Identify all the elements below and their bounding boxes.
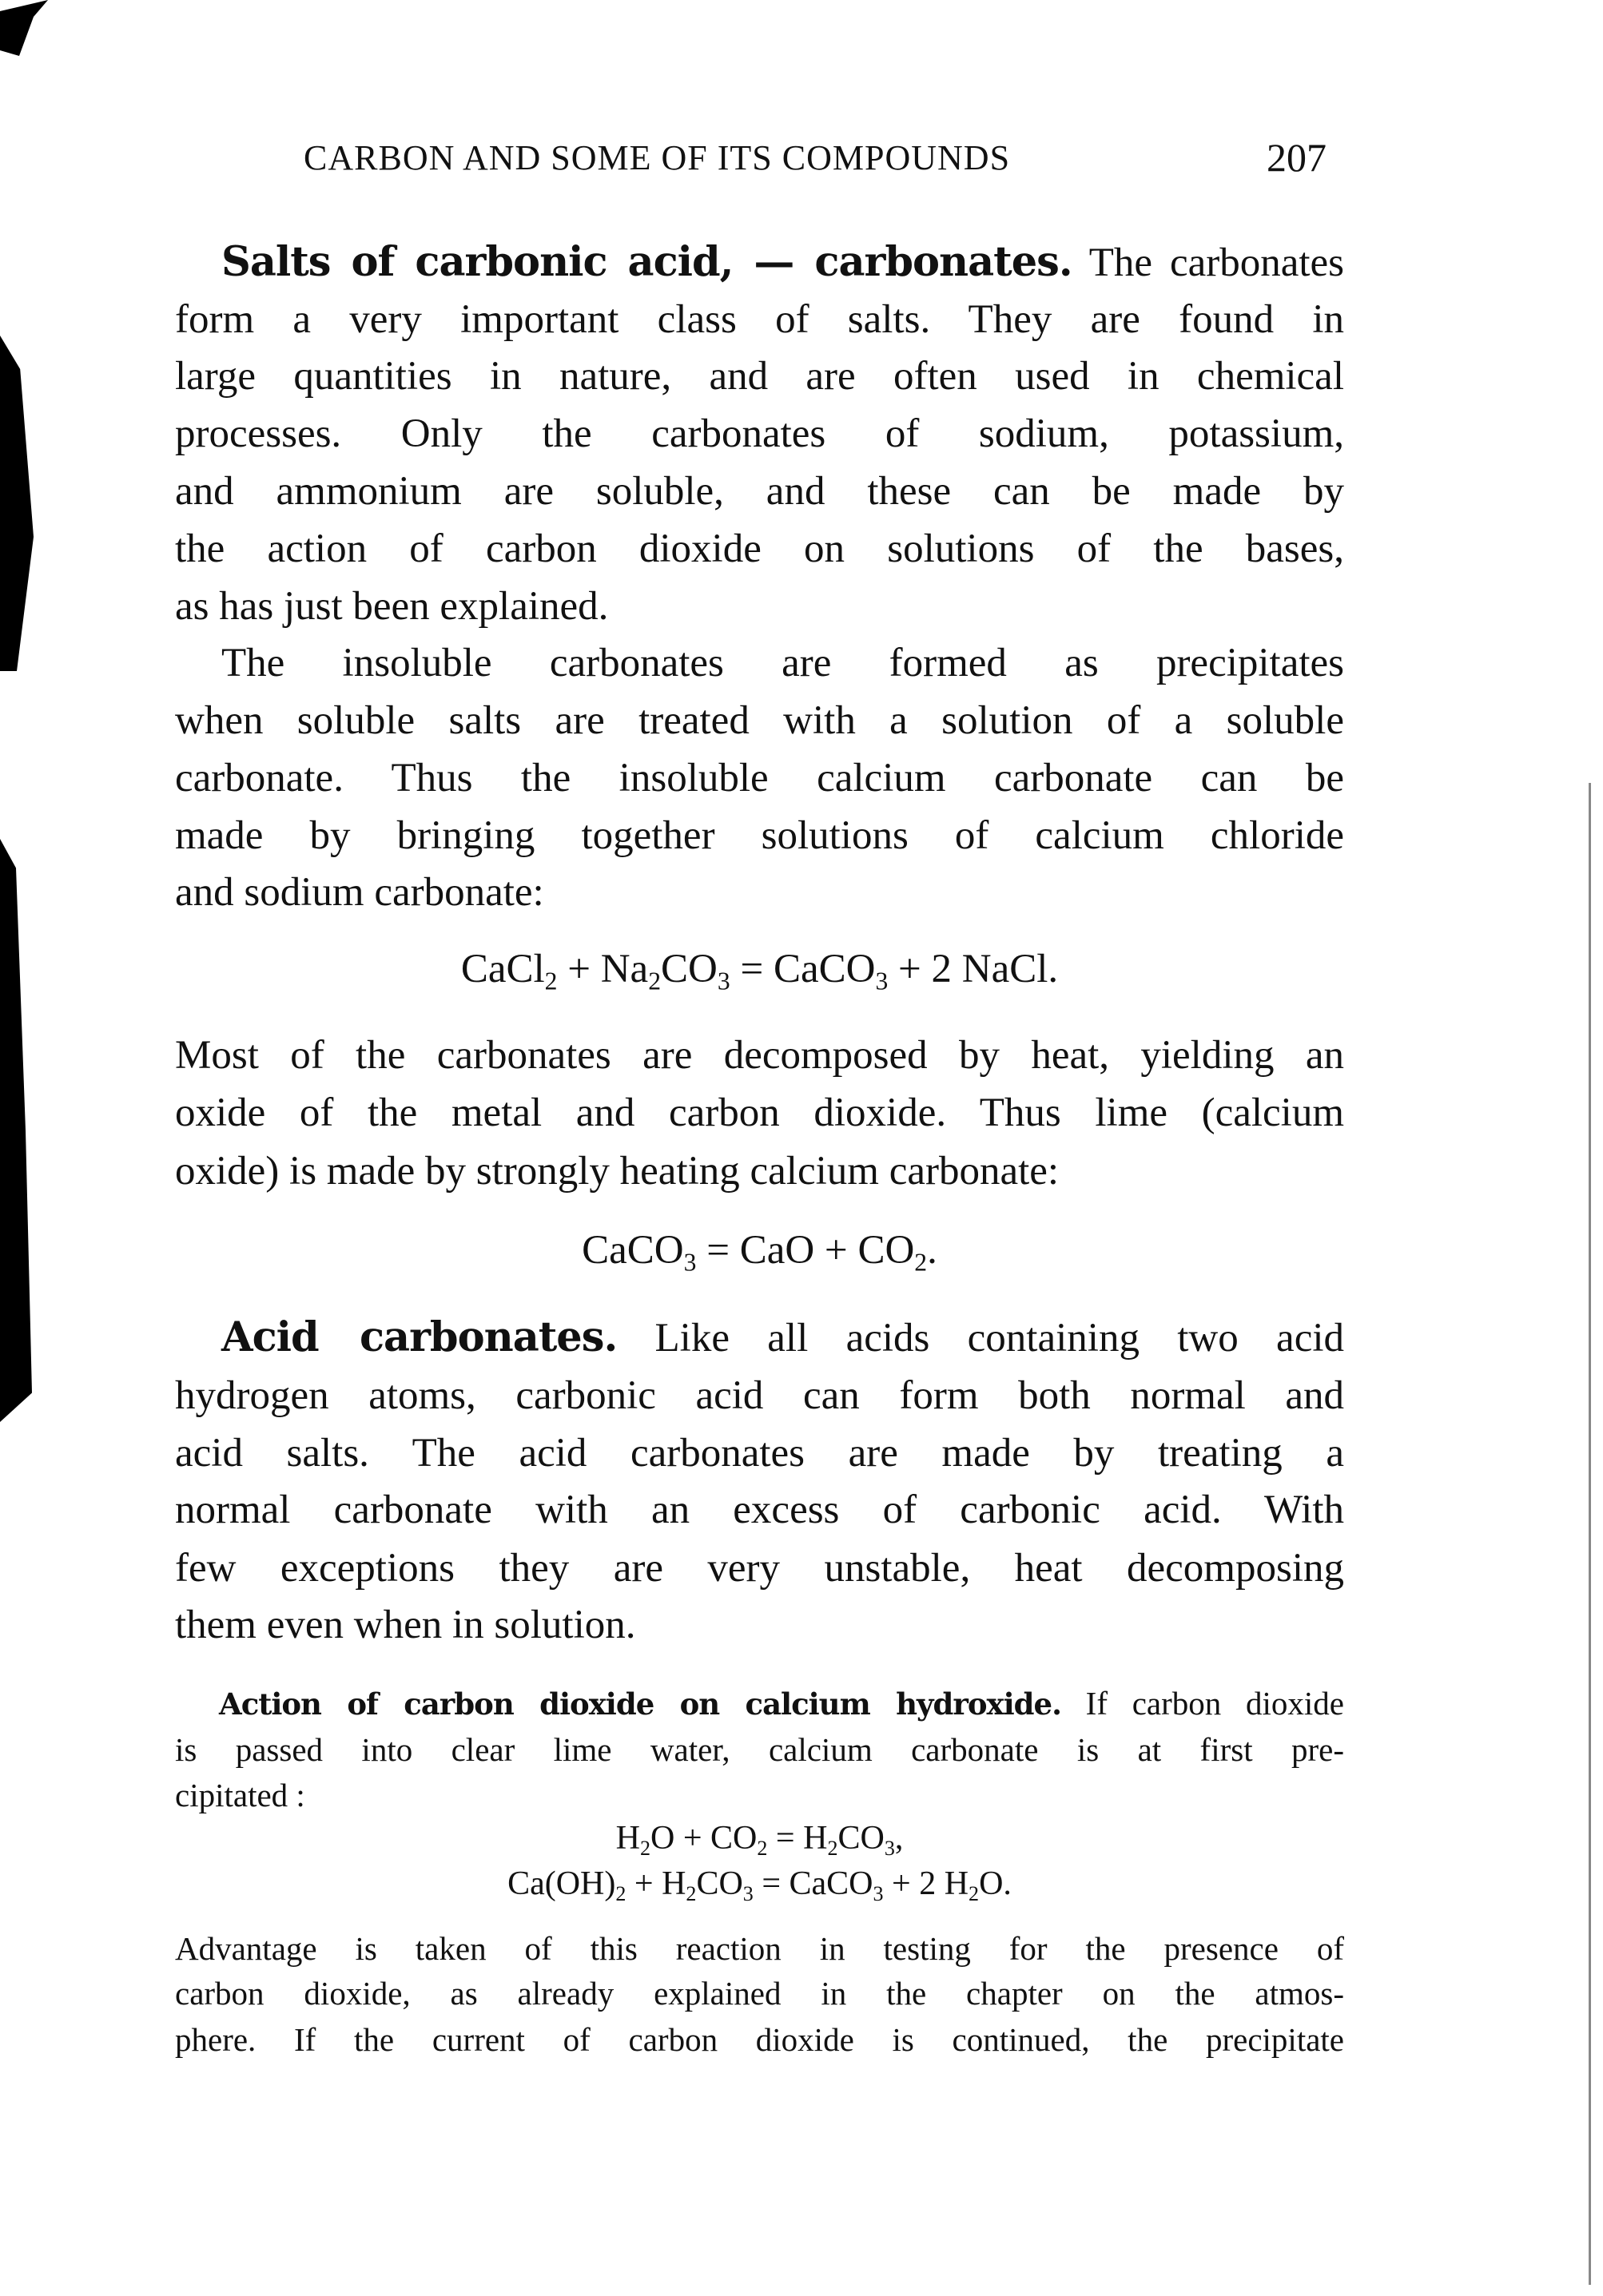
equation-term: + 2 H (883, 1865, 969, 1902)
equation-term: CO (696, 1865, 743, 1902)
equation-term: CO (837, 1820, 885, 1857)
scan-edge-mark (0, 839, 32, 1422)
subscript: 2 (827, 1836, 838, 1860)
section-heading: Salts of carbonic acid, — carbonates. (221, 238, 1072, 286)
text-line: processes. Only the carbonates of sodium, potassium, (175, 411, 1344, 456)
equation-term: + Na (557, 947, 649, 991)
text-line: Salts of carbonic acid, — carbonates. The carbonates (221, 238, 1344, 286)
small-text-line: Advantage is taken of this reaction in testing for the presence of (175, 1930, 1344, 1967)
equation-term: = CaO + CO (696, 1228, 915, 1273)
subscript: 2 (914, 1248, 928, 1277)
subscript: 2 (544, 967, 558, 995)
small-text-line: is passed into clear lime water, calcium carbonate is at first pre- (175, 1731, 1344, 1768)
text-line: and sodium carbonate: (175, 870, 544, 915)
subscript: 3 (742, 1881, 754, 1905)
equation-term: = CaCO (753, 1865, 873, 1902)
scan-corner-mark (0, 0, 48, 56)
equation-term: + 2 NaCl. (888, 947, 1059, 991)
subscript: 2 (648, 967, 662, 995)
equation-term: O. (979, 1865, 1012, 1902)
subscript: 2 (969, 1881, 980, 1905)
running-title: CARBON AND SOME OF ITS COMPOUNDS (304, 138, 1011, 177)
small-text-line: Action of carbon dioxide on calcium hydroxide. If carbon dioxide (219, 1685, 1344, 1722)
text-line: Most of the carbonates are decomposed by heat, yielding an (175, 1033, 1344, 1078)
text-line: them even when in solution. (175, 1603, 636, 1647)
section-heading: Acid carbonates. (221, 1313, 618, 1361)
subscript: 3 (683, 1248, 697, 1277)
equation-term: = H (767, 1820, 828, 1857)
equation-term: + H (626, 1865, 686, 1902)
text-line: when soluble salts are treated with a solution of a soluble (175, 698, 1344, 743)
equation-term: CaCl (460, 947, 545, 991)
text-line: carbonate. Thus the insoluble calcium carbonate can be (175, 756, 1344, 800)
text-line: normal carbonate with an excess of carbonic acid. With (175, 1488, 1344, 1532)
equation-term: = CaCO (730, 947, 876, 991)
small-text-line: carbon dioxide, as already explained in the chapter on the atmos- (175, 1975, 1344, 2012)
subscript: 3 (884, 1836, 895, 1860)
scan-edge-mark (0, 336, 34, 671)
text-line: The insoluble carbonates are formed as precipitates (221, 641, 1344, 685)
text-line: large quantities in nature, and are often used in chemical (175, 354, 1344, 399)
equation (175, 940, 1344, 998)
subscript: 3 (873, 1881, 884, 1905)
text-line: few exceptions they are very unstable, heat decomposing (175, 1546, 1344, 1591)
small-text-line: cipitated : (175, 1777, 305, 1813)
equation (175, 1816, 1344, 1861)
subscript: 2 (615, 1881, 626, 1905)
equation-term: , (894, 1820, 904, 1857)
subscript: 2 (640, 1836, 651, 1860)
text-line: oxide) is made by strongly heating calcium carbonate: (175, 1149, 1060, 1194)
subscript: 3 (875, 967, 889, 995)
subsection-heading: Action of carbon dioxide on calcium hydroxide. (219, 1686, 1061, 1722)
equation-term: O + CO (650, 1820, 758, 1857)
subscript: 3 (717, 967, 730, 995)
subscript: 2 (686, 1881, 697, 1905)
text-line: form a very important class of salts. They are found in (175, 297, 1344, 342)
page-number: 207 (1267, 135, 1327, 180)
equation-term: CaCO (582, 1228, 684, 1273)
equation (175, 1861, 1344, 1907)
text-line: hydrogen atoms, carbonic acid can form both normal and (175, 1373, 1344, 1418)
text-line: as has just been explained. (175, 584, 609, 629)
text-line: Acid carbonates. Like all acids containing two acid (221, 1313, 1344, 1361)
equation (175, 1221, 1344, 1279)
small-text-line: phere. If the current of carbon dioxide is continued, the precipitate (175, 2021, 1344, 2058)
text-line: oxide of the metal and carbon dioxide. Thus lime (calcium (175, 1090, 1344, 1135)
text-line: acid salts. The acid carbonates are made by treating a (175, 1431, 1344, 1476)
equation-term: . (927, 1228, 937, 1273)
text-line: the action of carbon dioxide on solutions of the bases, (175, 526, 1344, 571)
subscript: 2 (757, 1836, 768, 1860)
text-line: made by bringing together solutions of calcium chloride (175, 813, 1344, 858)
scan-edge-line (1589, 783, 1591, 2285)
equation-term: H (615, 1820, 640, 1857)
equation-term: CO (661, 947, 718, 991)
text-line: and ammonium are soluble, and these can be made by (175, 469, 1344, 514)
equation-term: Ca(OH) (507, 1865, 616, 1902)
